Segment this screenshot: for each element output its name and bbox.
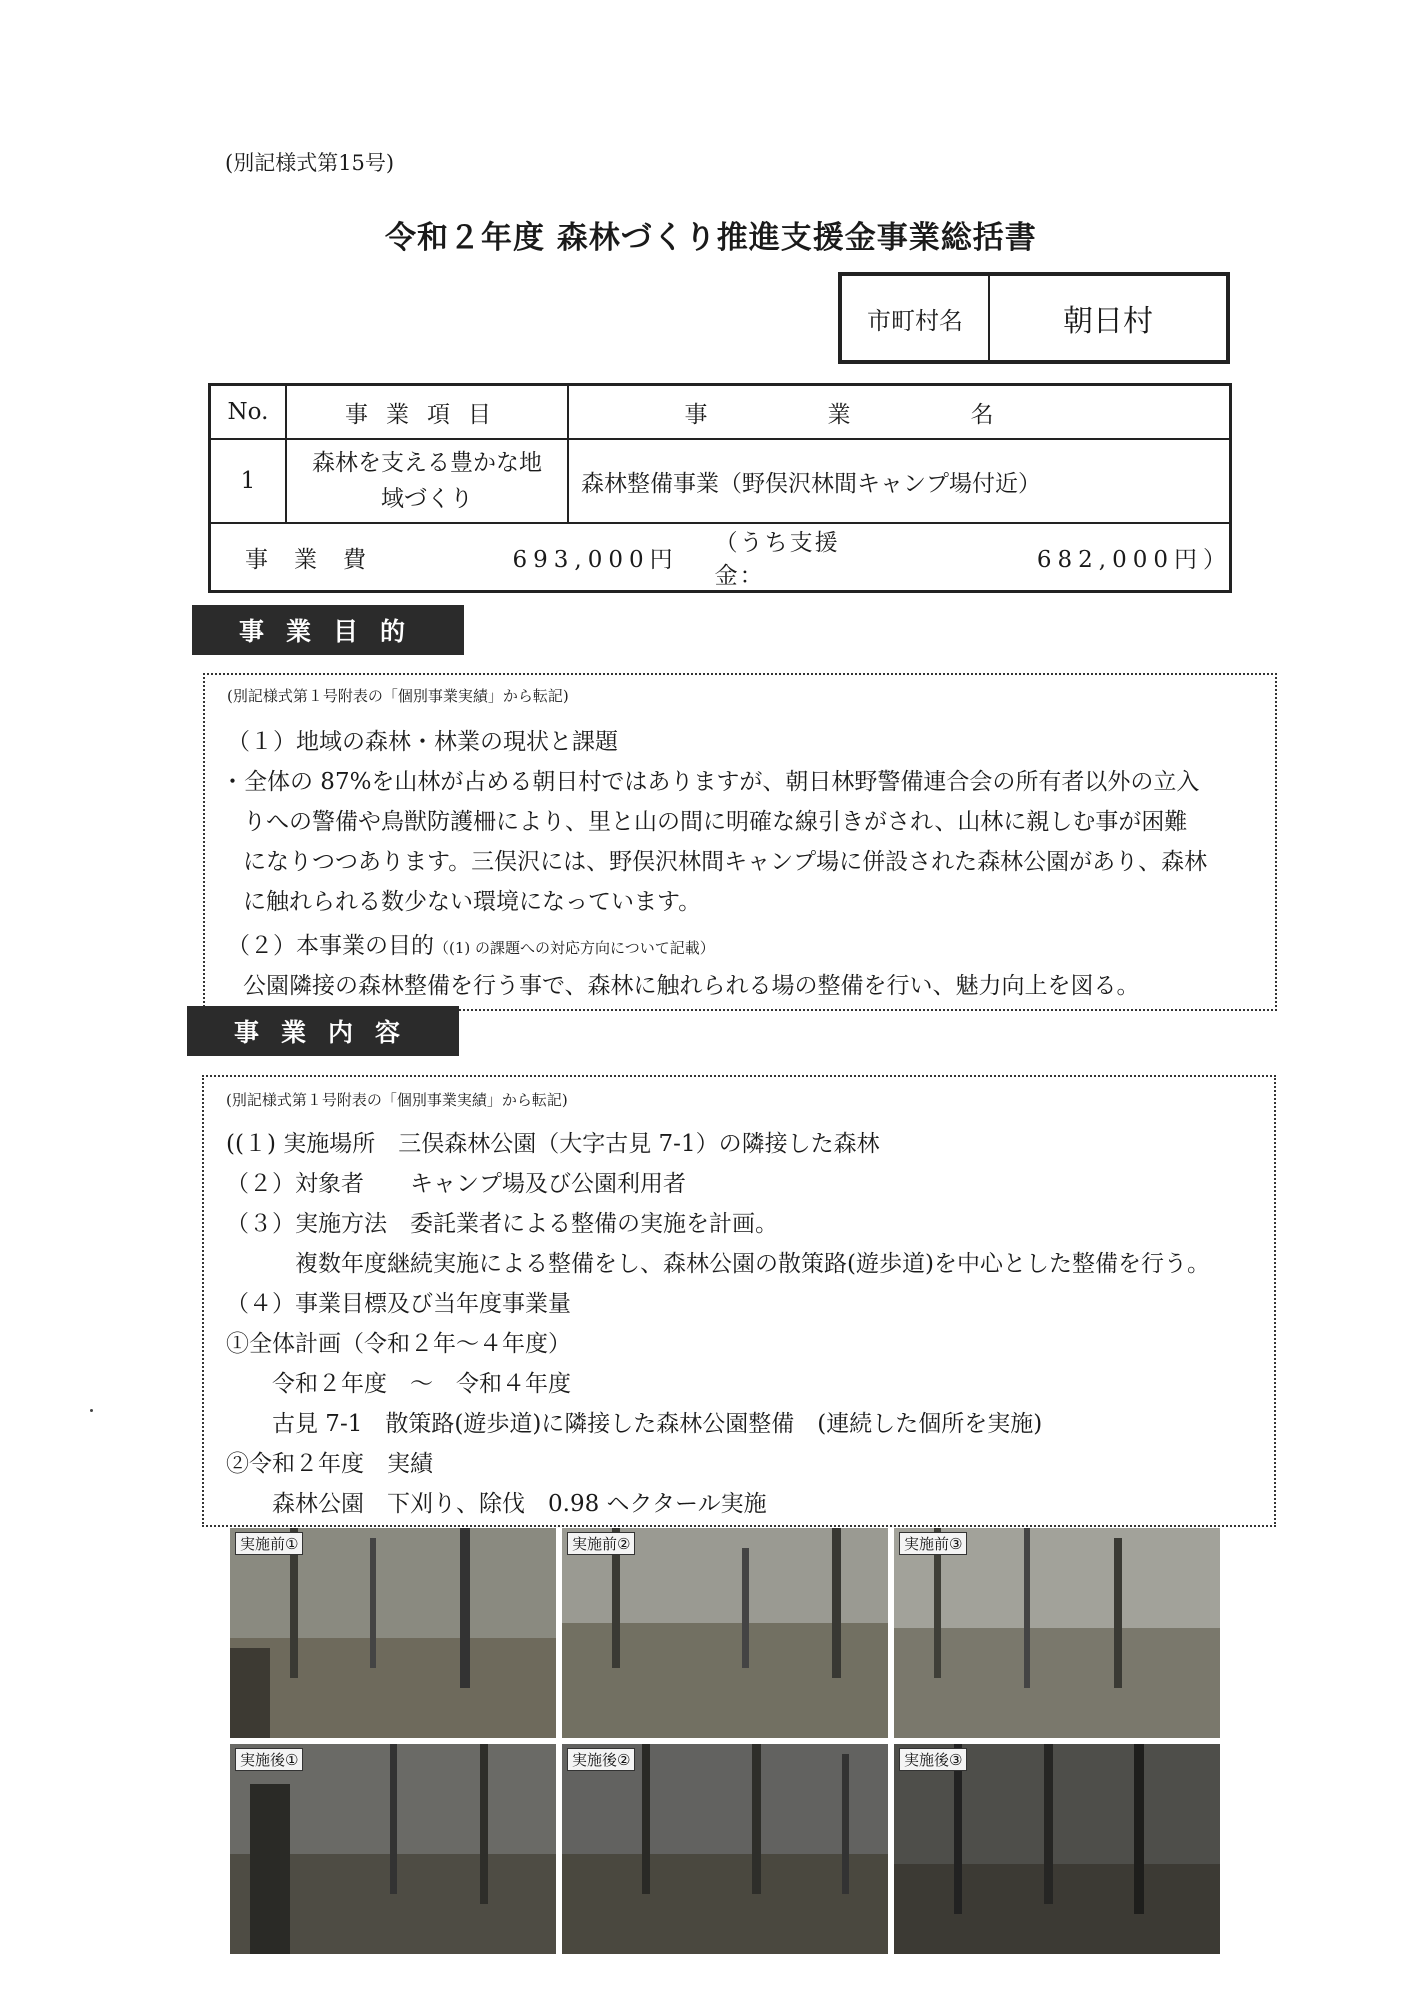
purpose-section2-note: （(1) の課題への対応方向について記載）	[434, 939, 715, 957]
row-item-line1: 森林を支える豊かな地	[312, 450, 542, 476]
content-line: 古見 7-1 散策路(遊歩道)に隣接した森林公園整備 (連続した個所を実施)	[226, 1411, 1043, 1437]
purpose-line: に触れられる数少ない環境になっています。	[243, 889, 702, 915]
photo-label: 実施後①	[235, 1748, 303, 1771]
purpose-box	[203, 673, 1277, 1011]
content-line: 複数年度継続実施による整備をし、森林公園の散策路(遊歩道)を中心とした整備を行う。	[226, 1251, 1210, 1277]
header-no: No.	[210, 385, 287, 440]
photo-label: 実施前①	[235, 1532, 303, 1555]
purpose-section1-title: （１）地域の森林・林業の現状と課題	[227, 729, 618, 755]
purpose-line: りへの警備や鳥獣防護柵により、里と山の間に明確な線引きがされ、山林に親しむ事が困難	[243, 809, 1188, 835]
photo-label: 実施前③	[899, 1532, 967, 1555]
photo-before-2	[562, 1528, 888, 1738]
photo-after-1	[230, 1744, 556, 1954]
municipality-box	[838, 272, 1230, 364]
project-table	[208, 383, 1232, 593]
content-box	[202, 1075, 1276, 1527]
photo-label: 実施後③	[899, 1748, 967, 1771]
purpose-heading: 事業目的	[192, 605, 464, 655]
content-line: （３）実施方法 委託業者による整備の実施を計画。	[226, 1211, 778, 1237]
header-item: 事業項目	[286, 385, 568, 440]
photo-label: 実施後②	[567, 1748, 635, 1771]
cost-row	[210, 523, 1231, 592]
content-note: (別記様式第１号附表の「個別事業実績」から転記)	[226, 1091, 568, 1109]
content-line: （２）対象者 キャンプ場及び公園利用者	[226, 1171, 686, 1197]
table-row	[210, 439, 1231, 523]
table-header-row	[210, 385, 1231, 440]
municipality-label: 市町村名	[842, 276, 990, 360]
cost-label: 事業費	[245, 546, 392, 573]
form-number: (別記様式第15号)	[225, 151, 395, 175]
cost-cell	[210, 523, 1231, 592]
photo-label: 実施前②	[567, 1532, 635, 1555]
content-line: ②令和２年度 実績	[226, 1451, 433, 1477]
scan-speck	[90, 1409, 93, 1412]
row-name: 森林整備事業（野俣沢林間キャンプ場付近）	[568, 439, 1231, 523]
content-line: ((１) 実施場所 三俣森林公園（大字古見 7-1）の隣接した森林	[226, 1131, 880, 1157]
purpose-section2-line: 公園隣接の森林整備を行う事で、森林に触れられる場の整備を行い、魅力向上を図る。	[243, 973, 1140, 999]
photo-after-2	[562, 1744, 888, 1954]
row-no: 1	[210, 439, 287, 523]
row-item-line2: 域づくり	[381, 486, 473, 512]
subsidy-amount: 682,000円）	[1036, 546, 1233, 573]
purpose-note: (別記様式第１号附表の「個別事業実績」から転記)	[227, 687, 569, 705]
purpose-section2	[227, 927, 715, 960]
purpose-section2-title: （２）本事業の目的	[227, 933, 434, 959]
page-title: 令和２年度 森林づくり推進支援金事業総括書	[385, 220, 1037, 256]
photo-after-3	[894, 1744, 1220, 1954]
cost-amount: 693,000円	[512, 546, 679, 573]
photo-before-3	[894, 1528, 1220, 1738]
purpose-line: ・全体の 87%を山林が占める朝日村ではありますが、朝日林野警備連合会の所有者以外の立入	[221, 769, 1200, 795]
content-line: ①全体計画（令和２年～４年度）	[226, 1331, 571, 1357]
header-name: 事業名	[568, 385, 1231, 440]
content-heading: 事業内容	[187, 1006, 459, 1056]
photo-grid	[230, 1528, 1220, 1958]
purpose-line: になりつつあります。三俣沢には、野俣沢林間キャンプ場に併設された森林公園があり、森林	[243, 849, 1208, 875]
content-line: （４）事業目標及び当年度事業量	[226, 1291, 571, 1317]
content-line: 令和２年度 ～ 令和４年度	[226, 1371, 571, 1397]
photo-before-1	[230, 1528, 556, 1738]
row-item	[286, 439, 568, 523]
subsidy-label: （うち支援金：	[714, 530, 840, 589]
municipality-value: 朝日村	[1063, 304, 1153, 339]
content-line: 森林公園 下刈り、除伐 0.98 ヘクタール実施	[226, 1491, 767, 1517]
